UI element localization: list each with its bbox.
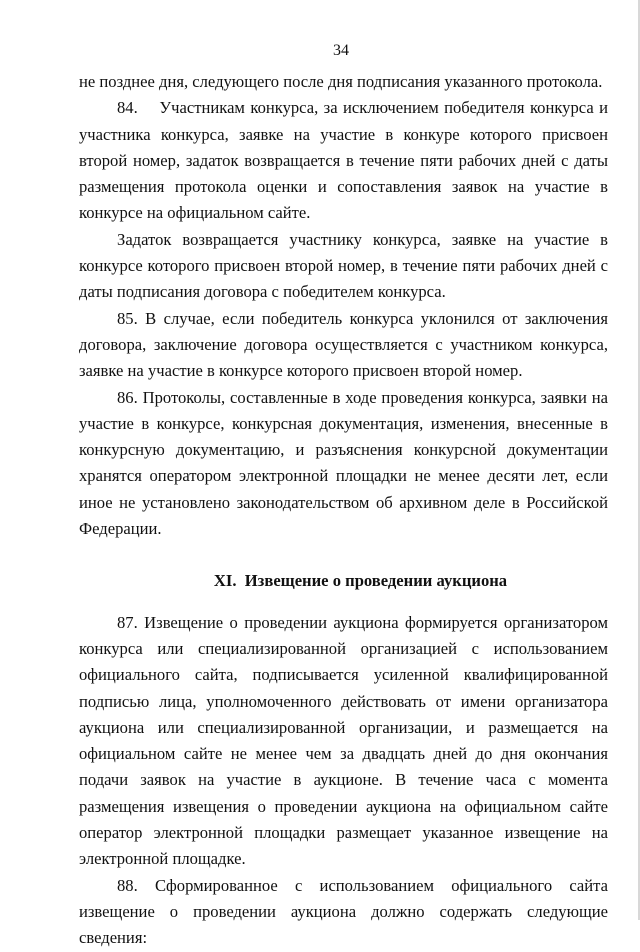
paragraph-84: 84. Участникам конкурса, за исключением победителя конкурса и участника конкурса, заявке на участие в конкуре которого присвоен второй номер, задаток возвращается в течение пяти рабочих дней с даты размещения протокола оценки и сопоставления заявок на участие в конкурсе на официальном сайте. [79,98,608,223]
continuation-line: не позднее дня, следующего после дня подписания указанного протокола. [79,72,603,91]
paragraph-86: 86. Протоколы, составленные в ходе проведения конкурса, заявки на участие в конкурсе, конкурсная документация, изменения, внесенные в конкурсную документацию, и разъяснения конкурсной документации хранятся оператором электронной площадки не менее десяти лет, если иное не установлено законодательством об архивном деле в Российской Федерации. [79,387,608,539]
paragraph-85: 85. В случае, если победитель конкурса уклонился от заключения договора, заключение договора осуществляется с участником конкурса, заявке на участие в конкурсе которого присвоен второй номер. [79,308,608,381]
document-body [79,69,608,952]
paragraph-84-deposit: Задаток возвращается участнику конкурса, заявке на участие в конкурсе которого присвоен второй номер, в течение пяти рабочих дней с даты подписания договора с победителем конкурса. [79,229,608,302]
section-spacer-top [79,542,608,568]
page-number: 34 [333,42,349,59]
section-spacer-bottom [79,595,608,610]
paragraph-88: 88. Сформированное с использованием официального сайта извещение о проведении аукциона должно содержать следующие сведения: [79,875,608,948]
paragraph-87: 87. Извещение о проведении аукциона формируется организатором конкурса или специализированной организацией с использованием официального сайта, подписывается усиленной квалифицированной подписью лица, уполномоченного действовать от имени организатора аукциона или специализированной организации, и размещается на официальном сайте не менее чем за двадцать дней до дня окончания подачи заявок на участие в аукционе. В течение часа с момента размещения извещения о проведении аукциона на официальном сайте оператор электронной площадки размещает указанное извещение на электронной площадке. [79,612,608,869]
section-heading: XI. Извещение о проведении аукциона [213,571,508,591]
